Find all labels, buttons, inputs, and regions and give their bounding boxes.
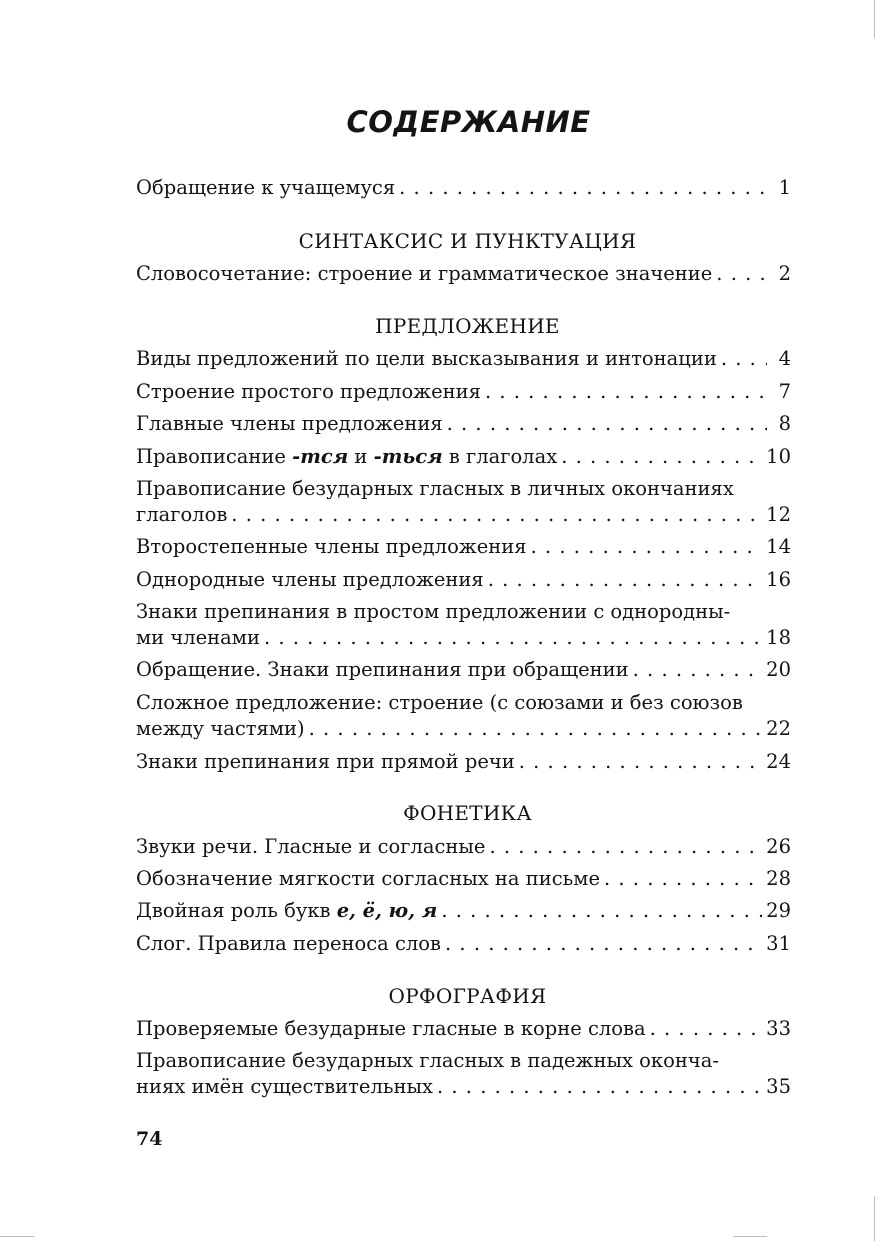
toc-page-number: 29 xyxy=(766,899,791,922)
crop-mark xyxy=(874,0,875,38)
toc-entry xyxy=(136,567,791,593)
leader-dots xyxy=(399,175,767,201)
leader-dots xyxy=(604,866,762,892)
toc-entry-text: между частями) xyxy=(136,717,305,740)
toc-entry-text-line1: Правописание безударных гласных в падежных оконча- xyxy=(136,1049,719,1072)
leader-dots xyxy=(489,834,762,860)
leader-dots xyxy=(485,379,767,405)
leader-dots xyxy=(231,502,762,528)
leader-dots xyxy=(721,346,767,372)
toc-entry xyxy=(136,379,791,405)
leader-dots xyxy=(445,931,762,957)
leader-dots xyxy=(650,1016,763,1042)
toc-entry xyxy=(136,657,791,683)
section-heading-sentence: ПРЕДЛОЖЕНИЕ xyxy=(375,314,560,338)
toc-entry xyxy=(136,749,791,775)
toc-entry xyxy=(136,834,791,860)
toc-entry xyxy=(136,534,791,560)
toc-page-number: 24 xyxy=(766,750,791,773)
toc-entry-text: ниях имён существительных xyxy=(136,1075,433,1098)
page-number: 74 xyxy=(136,1128,163,1150)
toc-entry-text: Правописание -тся и -ться в глаголах xyxy=(136,445,558,468)
toc-entry xyxy=(136,1048,791,1100)
toc-page-number: 2 xyxy=(778,262,791,285)
toc-entry xyxy=(136,866,791,892)
toc-page-number: 35 xyxy=(766,1075,791,1098)
toc-page-number: 31 xyxy=(766,932,791,955)
toc-entry-text: Проверяемые безударные гласные в корне слова xyxy=(136,1017,646,1040)
toc-entry xyxy=(136,476,791,528)
toc-entry xyxy=(136,599,791,651)
leader-dots xyxy=(519,749,762,775)
toc-page-number: 28 xyxy=(766,867,791,890)
toc-entry xyxy=(136,931,791,957)
toc-entry-text: Обозначение мягкости согласных на письме xyxy=(136,867,600,890)
toc-entry-text: Звуки речи. Гласные и согласные xyxy=(136,835,486,858)
toc-entry-text: Обращение. Знаки препинания при обращении xyxy=(136,658,629,681)
suffix-tsya-soft: -ться xyxy=(373,445,443,468)
toc-entry-text: Обращение к учащемуся xyxy=(136,176,396,199)
toc-page-number: 22 xyxy=(766,717,791,740)
leader-dots xyxy=(441,898,762,924)
toc-page-number: 4 xyxy=(778,347,791,370)
toc-entry xyxy=(136,690,791,742)
leader-dots xyxy=(264,625,762,651)
toc-entry-text: Знаки препинания при прямой речи xyxy=(136,750,515,773)
leader-dots xyxy=(633,657,763,683)
toc-page-number: 8 xyxy=(778,412,791,435)
toc-page-number: 10 xyxy=(766,445,791,468)
leader-dots xyxy=(531,534,763,560)
crop-mark xyxy=(733,1236,767,1237)
toc-entry-text-line1: Знаки препинания в простом предложении с однородны- xyxy=(136,600,731,623)
toc-entry xyxy=(136,261,791,287)
toc-entry-text: Словосочетание: строение и грамматическое значение xyxy=(136,262,713,285)
toc-page-number: 7 xyxy=(778,380,791,403)
toc-entry-text: Однородные члены предложения xyxy=(136,568,484,591)
toc-entry-text: Слог. Правила переноса слов xyxy=(136,932,442,955)
toc-entry xyxy=(136,1016,791,1042)
toc-entry-text: Строение простого предложения xyxy=(136,380,481,403)
toc-entry-text-line1: Сложное предложение: строение (с союзами и без союзов xyxy=(136,691,743,714)
toc-entry xyxy=(136,346,791,372)
letters-e-yo-yu-ya: е, ё, ю, я xyxy=(336,899,438,922)
toc-entry-text: Второстепенные члены предложения xyxy=(136,535,527,558)
toc-page-number: 26 xyxy=(766,835,791,858)
toc-page-number: 18 xyxy=(766,626,791,649)
crop-mark xyxy=(0,1236,34,1237)
crop-mark xyxy=(874,1196,875,1241)
leader-dots xyxy=(447,411,767,437)
section-heading-phonetics: ФОНЕТИКА xyxy=(403,801,532,825)
toc-entry-intro xyxy=(136,175,791,201)
suffix-tsya: -тся xyxy=(292,445,349,468)
toc-entry xyxy=(136,444,791,470)
section-heading-orthography: ОРФОГРАФИЯ xyxy=(388,984,547,1008)
toc-entry-text: глаголов xyxy=(136,503,228,526)
toc-page-number: 20 xyxy=(766,658,791,681)
leader-dots xyxy=(488,567,762,593)
toc-entry-text: Главные члены предложения xyxy=(136,412,443,435)
leader-dots xyxy=(309,716,763,742)
leader-dots xyxy=(561,444,762,470)
leader-dots xyxy=(716,261,767,287)
toc-page-number: 1 xyxy=(778,176,791,199)
toc-entry-text: Двойная роль букв е, ё, ю, я xyxy=(136,899,438,922)
toc-page-number: 12 xyxy=(766,503,791,526)
section-heading-syntax: СИНТАКСИС И ПУНКТУАЦИЯ xyxy=(298,229,637,253)
toc-entry xyxy=(136,411,791,437)
toc-entry-text: Виды предложений по цели высказывания и интонации xyxy=(136,347,717,370)
toc-page-number: 14 xyxy=(766,535,791,558)
toc-entry xyxy=(136,898,791,924)
page-title: СОДЕРЖАНИЕ xyxy=(346,105,591,139)
leader-dots xyxy=(437,1074,762,1100)
toc-page-number: 16 xyxy=(766,568,791,591)
toc-entry-text: ми членами xyxy=(136,626,260,649)
toc-page-number: 33 xyxy=(766,1017,791,1040)
toc-entry-text-line1: Правописание безударных гласных в личных окончаниях xyxy=(136,477,734,500)
